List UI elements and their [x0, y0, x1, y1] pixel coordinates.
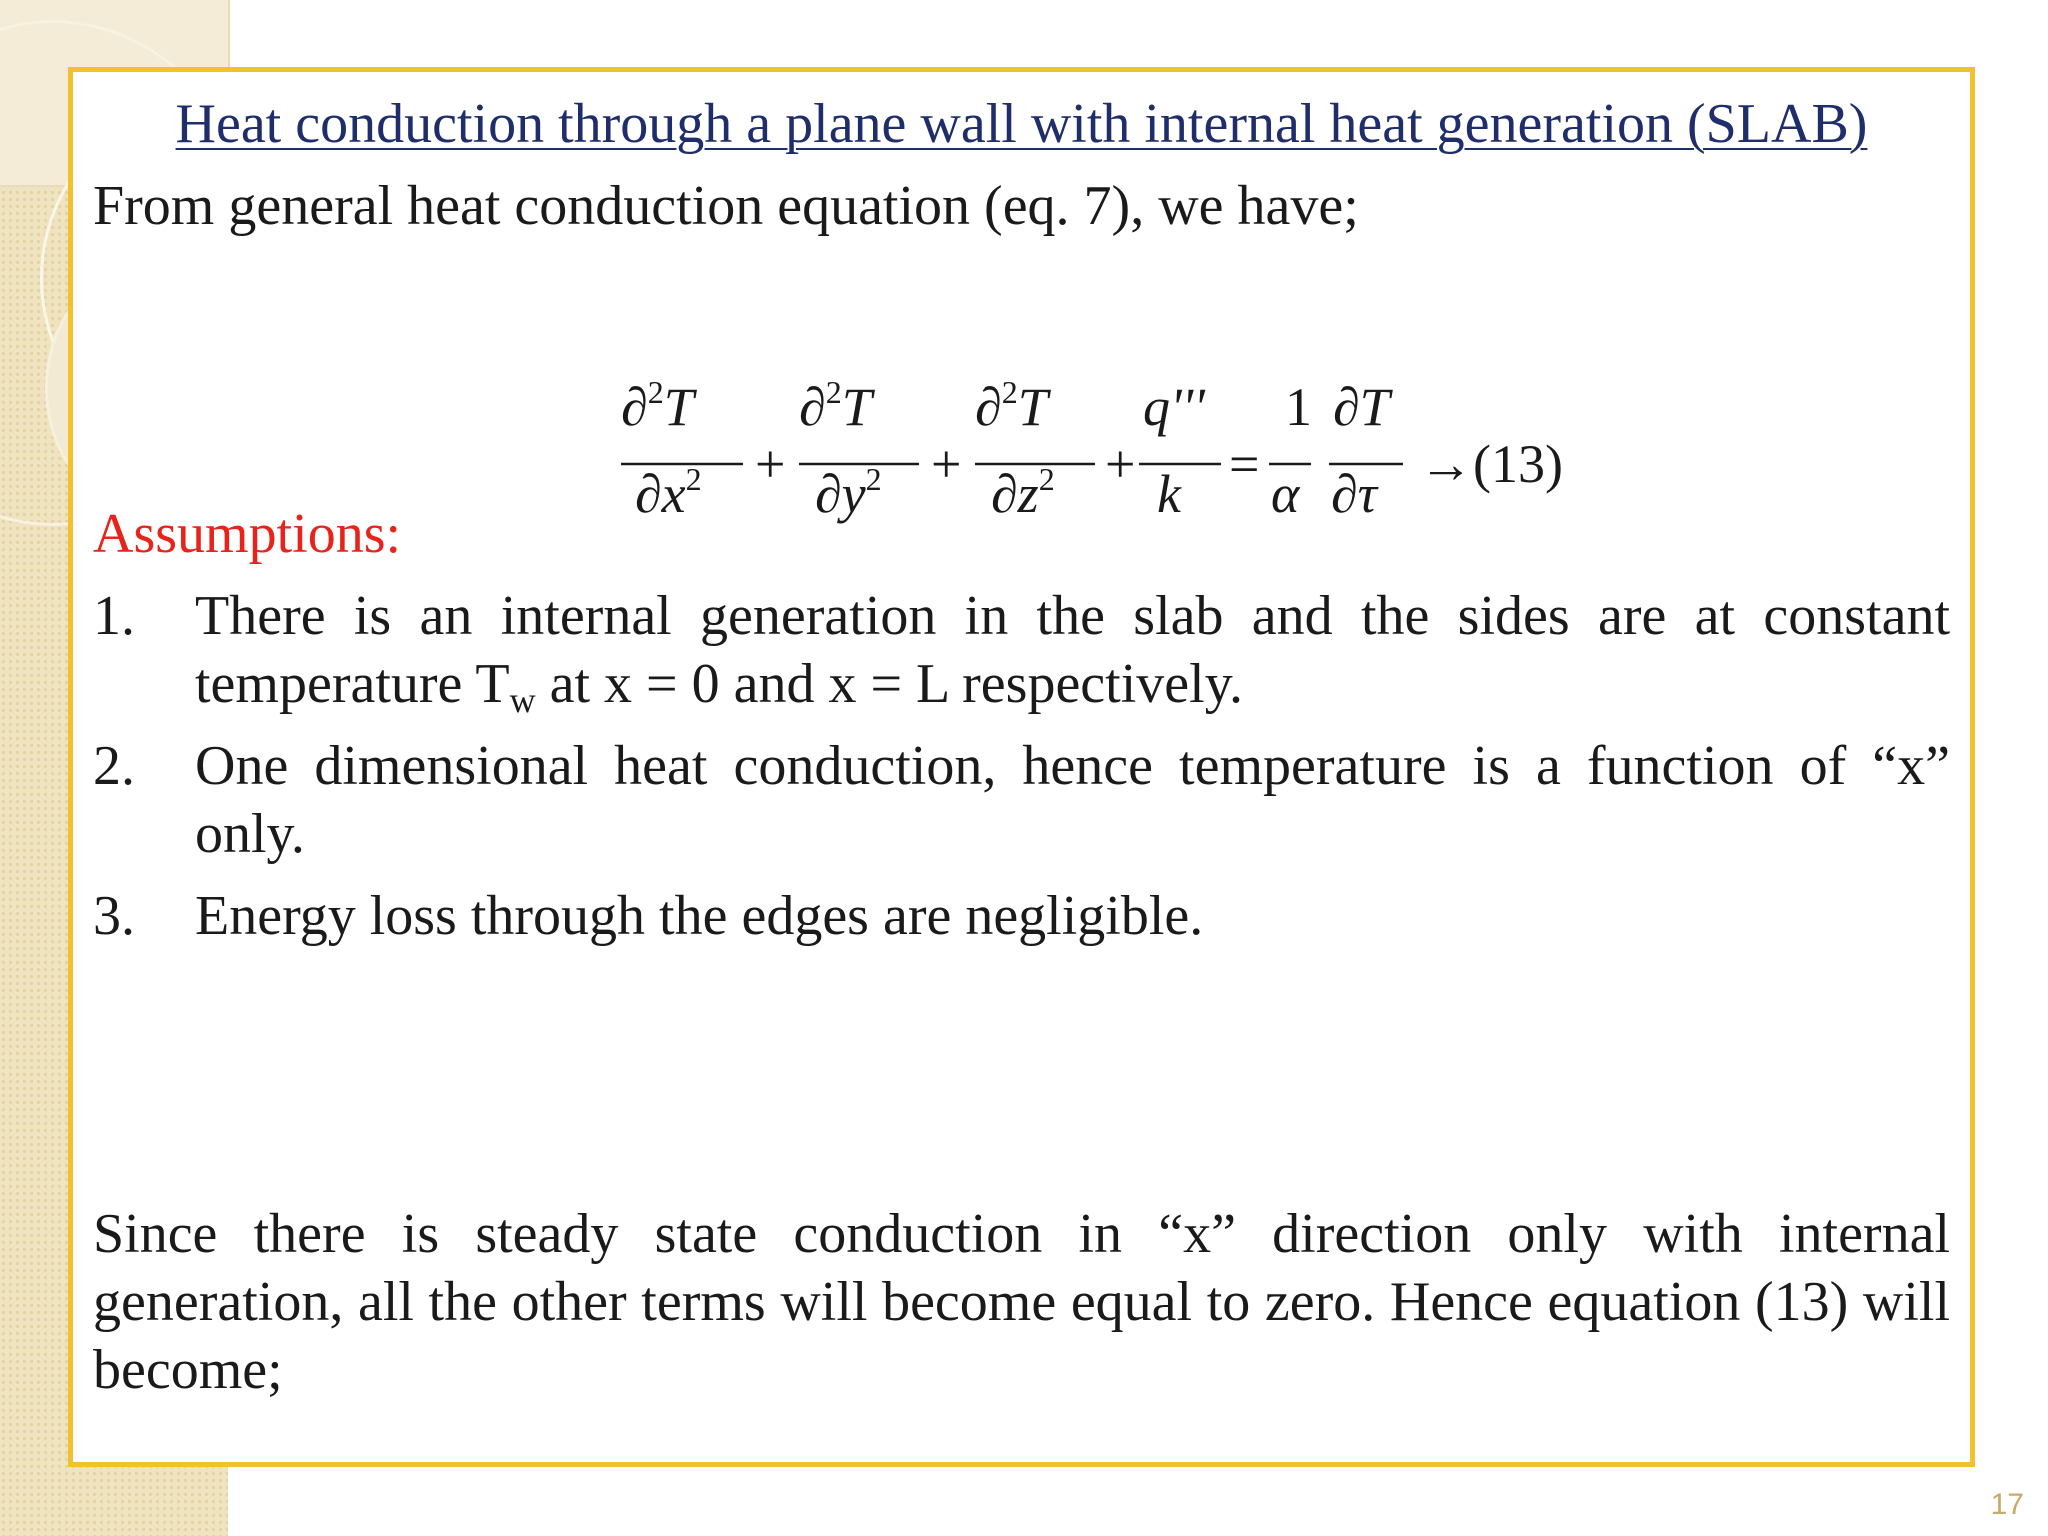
term-d2T-dz2-denominator: $\partial z^2$ [991, 461, 1055, 524]
list-item-text: Energy loss through the edges are negligible. [195, 885, 1204, 947]
term-k-denominator: k [1157, 464, 1181, 524]
term-d2T-dx2-denominator: $\partial x^2$ [635, 461, 702, 524]
list-item-text: One dimensional heat conduction, hence temperature is a function of “x” only. [195, 735, 1950, 865]
rhs-one: 1 [1285, 377, 1312, 437]
conclusion-paragraph: Since there is steady state conduction in “x” direction only with internal generation, all the other terms will become equal to zero. Hence equation (13) will become; [93, 1203, 1950, 1401]
term-d2T-dy2-numerator: ∂$^2$T [799, 374, 872, 437]
term-q-numerator: q''' [1143, 377, 1205, 437]
term-d2T-dz2-numerator: ∂$^2$T [975, 374, 1048, 437]
list-item-text [195, 582, 1950, 718]
equals-sign: = [1229, 434, 1260, 494]
assumptions-heading: Assumptions: [93, 503, 402, 565]
list-item [93, 882, 1950, 950]
intro-text: From general heat conduction equation (eq. 7), we have; [93, 175, 1359, 237]
arrow-icon: → [1419, 434, 1473, 494]
slide-content-frame [68, 67, 1975, 1467]
list-item-number: 1. [93, 585, 135, 647]
equation-number: (13) [1473, 434, 1563, 494]
term-d2T-dy2-denominator: $\partial y^2$ [815, 461, 882, 524]
list-item [93, 582, 1950, 718]
rhs-alpha: α [1271, 464, 1300, 524]
list-item-number: 2. [93, 735, 135, 797]
list-item [93, 732, 1950, 868]
rhs-dtau: ∂τ [1331, 464, 1378, 524]
plus-sign-3: + [1105, 434, 1136, 494]
subscript-w: w [509, 680, 536, 720]
plus-sign-2: + [931, 434, 962, 494]
term-d2T-dx2-numerator: ∂$^2$T [621, 374, 694, 437]
plus-sign-1: + [755, 434, 786, 494]
page-number: 17 [1990, 1488, 2024, 1521]
slide-title: Heat conduction through a plane wall with internal heat generation (SLAB) [175, 93, 1868, 155]
list-item-number: 3. [93, 885, 135, 947]
heat-conduction-equation [543, 312, 1643, 532]
rhs-dT: ∂T [1333, 377, 1390, 437]
assumptions-list [93, 582, 1950, 964]
list-item-text-part: There is an internal generation in the slab and the sides are at constant temperature T [195, 585, 1950, 715]
list-item-text-part: at x = 0 and x = L respectively. [535, 653, 1244, 715]
